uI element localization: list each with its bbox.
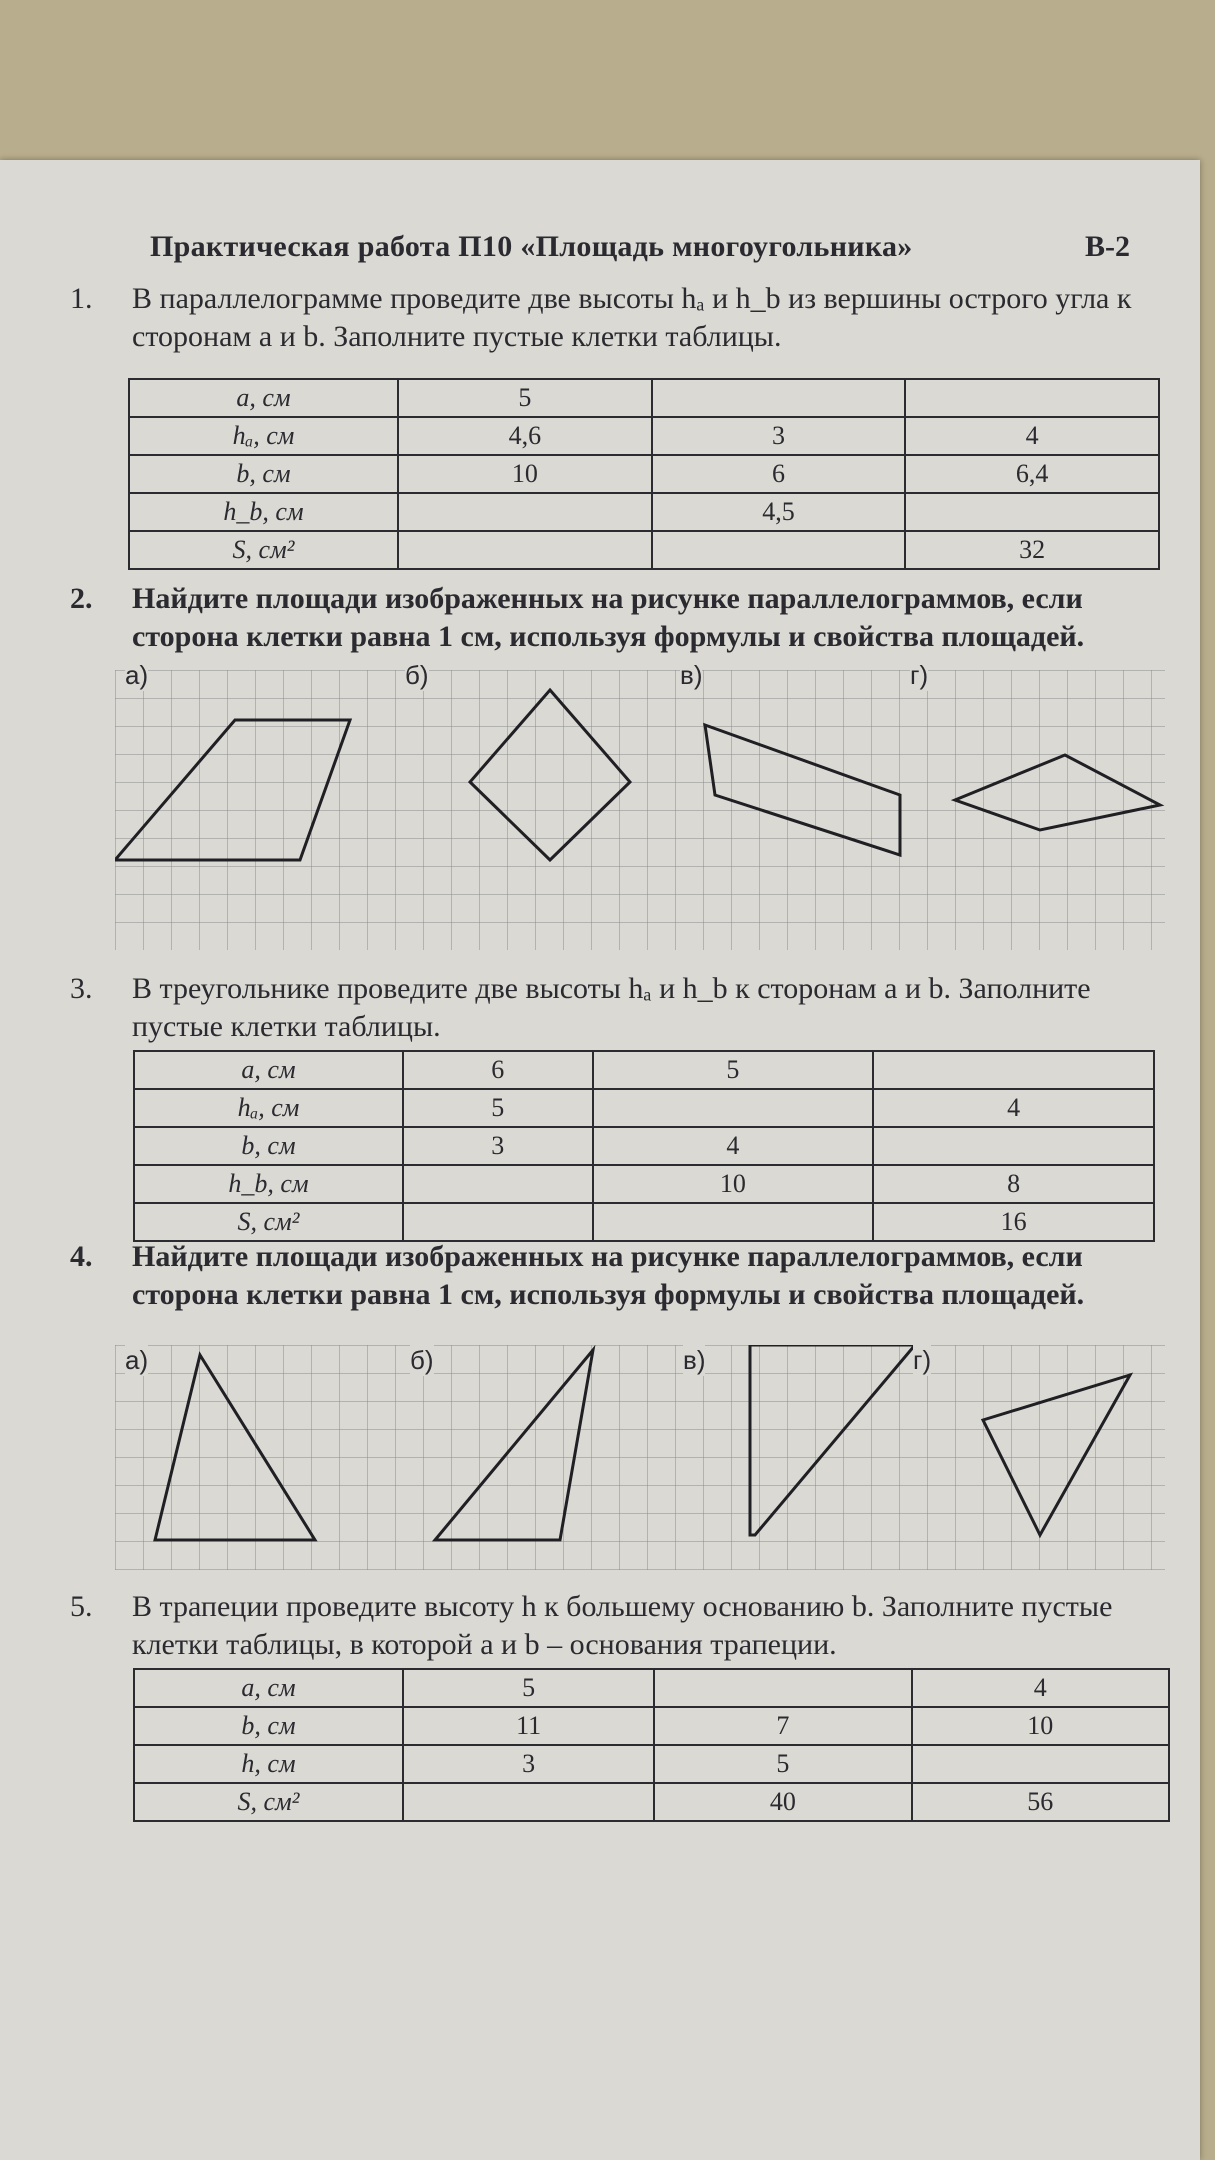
table-cell[interactable]: [398, 493, 652, 531]
task-number: 5.: [70, 1590, 93, 1623]
table-row: [129, 379, 1159, 417]
task-text: В трапеции проведите высоту h к большему основанию b. Заполните пустые клетки таблицы, в которой a и b – основания трапеции.: [132, 1590, 1113, 1661]
table-3: [133, 1050, 1155, 1242]
table-cell[interactable]: 4: [873, 1089, 1154, 1127]
row-label: h, см: [134, 1745, 403, 1783]
table-cell[interactable]: [873, 1051, 1154, 1089]
table-cell[interactable]: 5: [654, 1745, 911, 1783]
table-cell[interactable]: 10: [398, 455, 652, 493]
table-cell[interactable]: [654, 1669, 911, 1707]
task-5: [70, 1588, 1160, 1664]
task-text: Найдите площади изображенных на рисунке параллелограммов, если сторона клетки равна 1 см, используя формулы и свойства площадей.: [132, 1240, 1085, 1311]
table-cell[interactable]: 10: [912, 1707, 1169, 1745]
table-cell[interactable]: [593, 1203, 874, 1241]
table-cell[interactable]: 4: [905, 417, 1159, 455]
task-number: 1.: [70, 282, 93, 315]
table-cell[interactable]: 10: [593, 1165, 874, 1203]
table-cell[interactable]: 32: [905, 531, 1159, 569]
table-row: [134, 1707, 1169, 1745]
task-number: 4.: [70, 1240, 93, 1273]
table-row: [134, 1089, 1154, 1127]
table-5: [133, 1668, 1170, 1822]
table-cell[interactable]: 5: [403, 1669, 654, 1707]
row-label: h_b, см: [134, 1165, 403, 1203]
figure-label-g: г): [910, 660, 929, 690]
figure-label-v: в): [680, 660, 703, 690]
row-label: b, см: [134, 1127, 403, 1165]
table-cell[interactable]: 4: [593, 1127, 874, 1165]
table-row: [129, 493, 1159, 531]
table-row: [129, 531, 1159, 569]
table-row: [134, 1203, 1154, 1241]
table-cell[interactable]: 5: [593, 1051, 874, 1089]
table-row: [129, 417, 1159, 455]
table-cell[interactable]: [652, 531, 906, 569]
table-row: [134, 1127, 1154, 1165]
table-cell[interactable]: [398, 531, 652, 569]
table-row: [134, 1051, 1154, 1089]
figure-parallelograms-2: [115, 660, 1165, 960]
grid-paper: [115, 1345, 1165, 1570]
table-cell[interactable]: 6: [403, 1051, 593, 1089]
table-cell[interactable]: [403, 1203, 593, 1241]
worksheet-page: [0, 160, 1200, 2160]
figure-label-b: б): [405, 660, 429, 690]
table-cell[interactable]: 5: [403, 1089, 593, 1127]
table-cell[interactable]: [905, 493, 1159, 531]
row-label: h_b, см: [129, 493, 398, 531]
table-cell[interactable]: 3: [403, 1127, 593, 1165]
table-cell[interactable]: 56: [912, 1783, 1169, 1821]
task-2: [70, 580, 1160, 656]
table-1: [128, 378, 1160, 570]
table-row: [134, 1669, 1169, 1707]
task-text: Найдите площади изображенных на рисунке параллелограммов, если сторона клетки равна 1 см, используя формулы и свойства площадей.: [132, 582, 1085, 653]
figure-label-g: г): [913, 1345, 932, 1375]
table-cell[interactable]: 3: [403, 1745, 654, 1783]
header: [150, 230, 1130, 264]
task-3: [70, 970, 1160, 1046]
task-text: В треугольнике проведите две высоты hₐ и h_b к сторонам a и b. Заполните пустые клетки таблицы.: [132, 972, 1091, 1043]
table-cell[interactable]: 4: [912, 1669, 1169, 1707]
table-row: [134, 1745, 1169, 1783]
figure-label-a: а): [125, 660, 149, 690]
row-label: a, см: [129, 379, 398, 417]
table-cell[interactable]: 11: [403, 1707, 654, 1745]
figure-label-b: б): [410, 1345, 434, 1375]
row-label: S, см²: [129, 531, 398, 569]
task-text: В параллелограмме проведите две высоты hₐ и h_b из вершины острого угла к сторонам a и b. Заполните пустые клетки таблицы.: [132, 282, 1132, 353]
table-cell[interactable]: [905, 379, 1159, 417]
task-4: [70, 1238, 1160, 1314]
grid-paper: [115, 670, 1165, 950]
row-label: a, см: [134, 1669, 403, 1707]
table-cell[interactable]: [652, 379, 906, 417]
page-title: Практическая работа П10 «Площадь многоугольника»: [150, 230, 913, 263]
table-cell[interactable]: [873, 1127, 1154, 1165]
table-row: [129, 455, 1159, 493]
table-cell[interactable]: 6,4: [905, 455, 1159, 493]
figure-triangles-4: [115, 1345, 1165, 1575]
table-cell[interactable]: 3: [652, 417, 906, 455]
task-1: [70, 280, 1160, 356]
task-number: 3.: [70, 972, 93, 1005]
table-cell[interactable]: 7: [654, 1707, 911, 1745]
table-cell[interactable]: [403, 1783, 654, 1821]
figure-label-a: а): [125, 1345, 149, 1375]
row-label: S, см²: [134, 1203, 403, 1241]
table-row: [134, 1783, 1169, 1821]
row-label: b, см: [129, 455, 398, 493]
figure-label-v: в): [683, 1345, 706, 1375]
grid-figure: [115, 670, 1165, 960]
row-label: S, см²: [134, 1783, 403, 1821]
table-cell[interactable]: 6: [652, 455, 906, 493]
row-label: a, см: [134, 1051, 403, 1089]
table-cell[interactable]: 8: [873, 1165, 1154, 1203]
table-cell[interactable]: [593, 1089, 874, 1127]
table-cell[interactable]: [403, 1165, 593, 1203]
table-cell[interactable]: 16: [873, 1203, 1154, 1241]
row-label: hₐ, см: [134, 1089, 403, 1127]
row-label: b, см: [134, 1707, 403, 1745]
table-cell[interactable]: 4,6: [398, 417, 652, 455]
grid-figure: [115, 1345, 1165, 1575]
row-label: hₐ, см: [129, 417, 398, 455]
variant-label: В-2: [1085, 230, 1130, 263]
table-cell[interactable]: 5: [398, 379, 652, 417]
table-cell[interactable]: [912, 1745, 1169, 1783]
table-cell[interactable]: 40: [654, 1783, 911, 1821]
task-number: 2.: [70, 582, 93, 615]
table-cell[interactable]: 4,5: [652, 493, 906, 531]
table-row: [134, 1165, 1154, 1203]
